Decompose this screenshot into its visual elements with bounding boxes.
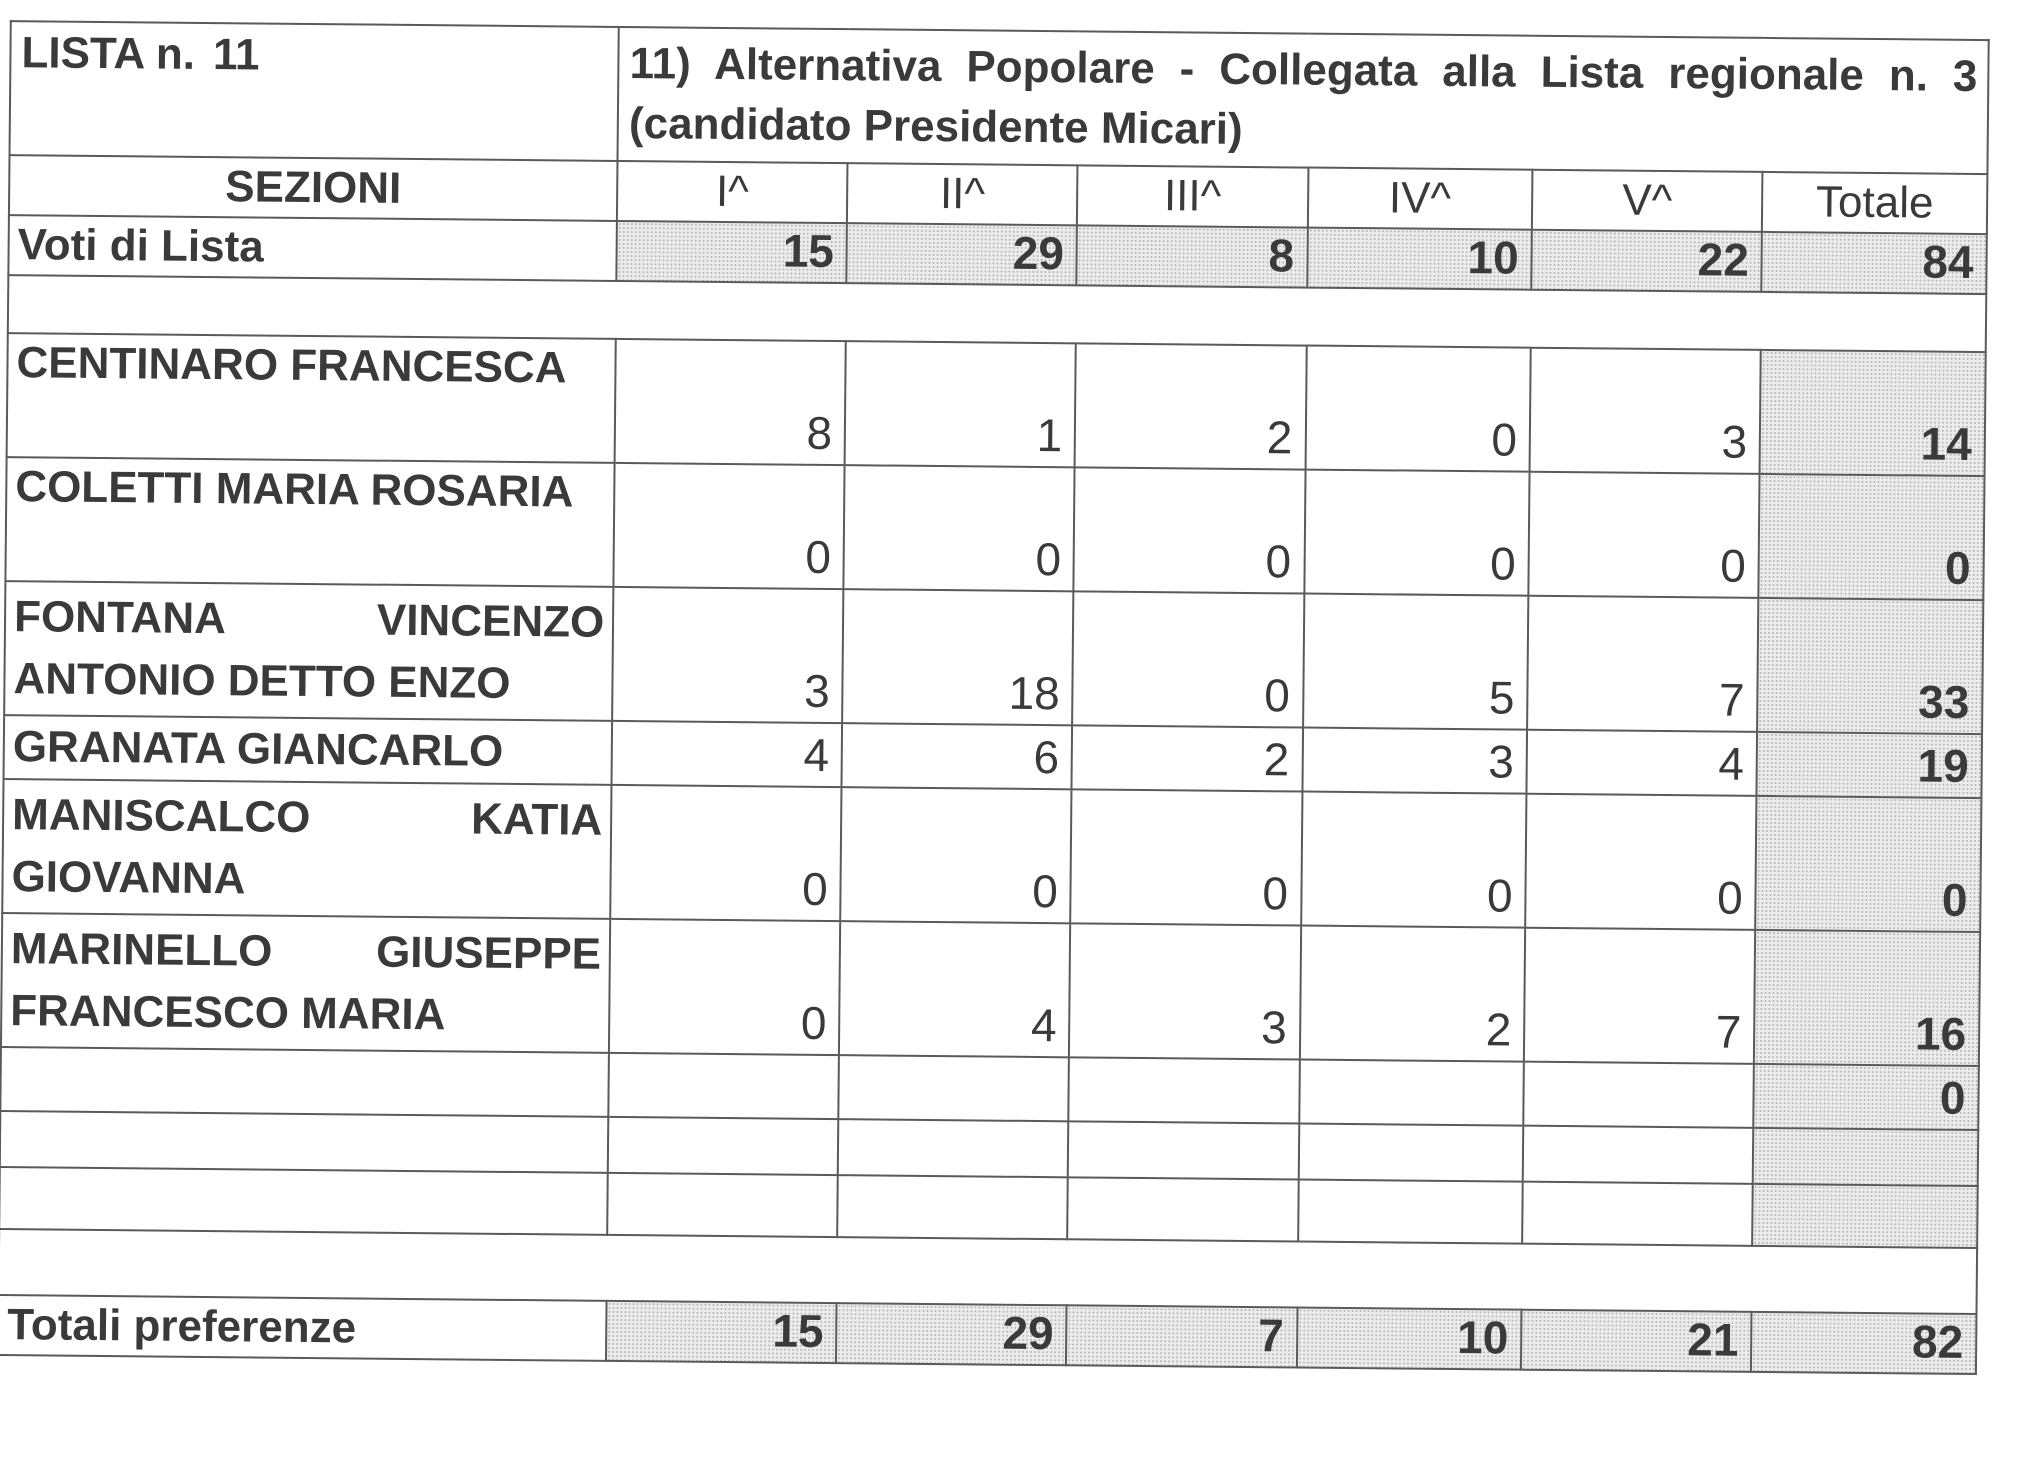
totali-value: 21	[1521, 1310, 1752, 1372]
candidate-value: 0	[614, 463, 845, 589]
empty-total	[1753, 1128, 1978, 1186]
candidate-total: 33	[1757, 598, 1983, 734]
lista-number: 11	[212, 30, 260, 80]
candidate-value: 0	[844, 465, 1075, 591]
candidate-value: 5	[1303, 594, 1529, 730]
candidate-value: 0	[1301, 792, 1527, 928]
candidate-name: FONTANA VINCENZO ANTONIO DETTO ENZO	[4, 581, 613, 721]
candidate-total: 16	[1754, 930, 1980, 1066]
candidate-value: 8	[615, 339, 846, 465]
candidate-total: 0	[1755, 796, 1981, 932]
voti-lista-value: 22	[1531, 230, 1762, 292]
candidate-value: 18	[842, 589, 1073, 725]
voti-lista-value: 8	[1077, 225, 1308, 287]
sezioni-label: SEZIONI	[9, 155, 618, 221]
empty-name	[0, 1167, 608, 1235]
candidate-row	[2, 779, 1981, 932]
section-col-2: II^	[847, 163, 1078, 225]
totali-label: Totali preferenze	[0, 1295, 607, 1361]
section-col-4: IV^	[1307, 168, 1532, 230]
candidate-row	[1, 913, 1980, 1066]
empty-value	[838, 1119, 1069, 1177]
candidate-value: 3	[1302, 728, 1527, 794]
candidate-row	[7, 333, 1986, 476]
empty-name	[0, 1111, 608, 1173]
voti-lista-value: 29	[847, 223, 1078, 285]
candidate-value: 4	[839, 921, 1070, 1057]
empty-value	[1069, 1057, 1300, 1123]
candidate-value: 2	[1299, 926, 1525, 1062]
voti-lista-value: 15	[617, 221, 848, 283]
empty-total	[1752, 1184, 1977, 1248]
totali-value: 10	[1296, 1308, 1521, 1370]
candidate-total: 0	[1759, 474, 1985, 600]
empty-value	[1298, 1180, 1523, 1244]
candidate-value: 0	[1305, 346, 1531, 472]
totali-value: 7	[1066, 1305, 1297, 1367]
empty-value	[1523, 1126, 1754, 1184]
candidate-value: 0	[609, 919, 840, 1055]
totali-total: 82	[1751, 1312, 1976, 1374]
list-title: 11) Alternativa Popolare - Collegata alla Lista regionale n. 3 (candidato Presidente Micari)	[618, 27, 1989, 174]
empty-value	[837, 1175, 1068, 1239]
empty-value	[1068, 1177, 1299, 1241]
candidate-value: 0	[1072, 591, 1303, 727]
candidate-value: 0	[1074, 467, 1305, 593]
lista-cell	[10, 21, 619, 161]
totali-value: 29	[836, 1303, 1067, 1365]
candidate-value: 4	[1527, 730, 1758, 796]
empty-name	[0, 1047, 609, 1117]
empty-value	[1298, 1124, 1523, 1182]
section-col-1: I^	[617, 161, 848, 223]
candidate-value: 6	[842, 723, 1073, 789]
candidate-name: MARINELLO GIUSEPPE FRANCESCO MARIA	[1, 913, 610, 1053]
candidate-value: 0	[1525, 794, 1756, 930]
candidate-value: 4	[612, 721, 843, 787]
empty-value	[1522, 1182, 1753, 1246]
empty-value	[608, 1117, 839, 1175]
candidate-value: 2	[1075, 343, 1306, 469]
candidate-value: 0	[840, 787, 1071, 923]
candidate-value: 0	[1304, 470, 1530, 596]
candidate-value: 0	[1528, 472, 1759, 598]
empty-value	[1068, 1121, 1299, 1179]
candidate-row	[4, 581, 1983, 734]
empty-total: 0	[1754, 1064, 1979, 1130]
lista-label: LISTA n.	[21, 28, 196, 79]
candidate-value: 3	[1069, 923, 1300, 1059]
candidate-name: MANISCALCO KATIA GIOVANNA	[2, 779, 611, 919]
section-col-5: V^	[1532, 170, 1763, 232]
candidate-value: 0	[610, 785, 841, 921]
candidate-value: 7	[1524, 928, 1755, 1064]
candidate-value: 3	[612, 587, 843, 723]
empty-value	[839, 1055, 1070, 1121]
results-table	[0, 20, 1990, 1375]
section-col-3: III^	[1077, 165, 1308, 227]
candidate-row	[5, 457, 1984, 600]
empty-value	[1523, 1062, 1754, 1128]
candidate-value: 3	[1530, 348, 1761, 474]
voti-lista-label: Voti di Lista	[8, 215, 617, 281]
empty-value	[608, 1053, 839, 1119]
candidate-name: GRANATA GIANCARLO	[4, 715, 613, 785]
candidate-value: 1	[845, 341, 1076, 467]
candidate-value: 7	[1527, 596, 1758, 732]
candidate-value: 0	[1071, 789, 1302, 925]
candidate-total: 19	[1757, 732, 1982, 798]
header-row	[10, 21, 1989, 174]
voti-lista-total: 84	[1762, 232, 1987, 294]
totali-value: 15	[606, 1301, 837, 1363]
empty-value	[607, 1173, 838, 1237]
candidate-total: 14	[1760, 350, 1986, 476]
candidate-name: COLETTI MARIA ROSARIA	[5, 457, 614, 587]
totale-header: Totale	[1762, 172, 1987, 234]
voti-lista-value: 10	[1307, 228, 1532, 290]
candidate-value: 2	[1072, 725, 1303, 791]
candidate-name: CENTINARO FRANCESCA	[7, 333, 616, 463]
empty-value	[1299, 1060, 1524, 1126]
